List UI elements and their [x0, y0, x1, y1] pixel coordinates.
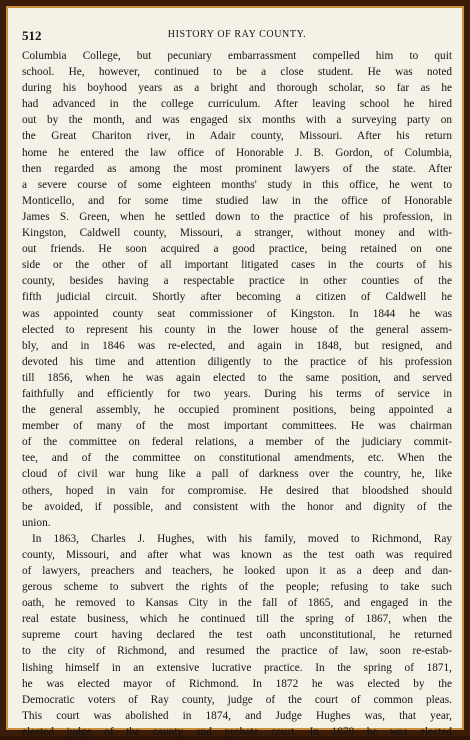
text-line: Kingston, Caldwell county, Missouri, a stranger, without money and with- [22, 227, 452, 240]
text-line: union. [22, 516, 51, 529]
paragraph [22, 48, 452, 531]
text-line: to the city of Richmond, and resumed the practice of law, soon re-estab- [22, 645, 452, 658]
text-line: Democratic voters of Ray county, judge of the court of common pleas. [22, 693, 452, 706]
text-line: gerous scheme to subvert the rights of the people; refusing to take such [22, 581, 452, 594]
text-line: devoted his time and attention diligently to the practice of his profession [22, 355, 452, 368]
text-line: cloud of civil war hung like a pall of darkness over the country, he, like [22, 468, 452, 481]
running-head: HISTORY OF RAY COUNTY. [167, 29, 307, 40]
text-line: supreme court having declared the test oath unconstitutional, he returned [22, 629, 452, 642]
text-line: during his boyhood years as a bright and thorough scholar, so far as he [22, 82, 452, 95]
text-line: of the committee on federal relations, a member of the judiciary commit- [22, 436, 452, 449]
text-line: of lawyers, preachers and teachers, he looked upon it as a deep and dan- [22, 565, 452, 577]
text-line: be avoided, if possible, and consistent with the honor and dignity of the [22, 500, 452, 513]
text-line: home he entered the law office of Honorable J. B. Gordon, of Columbia, [22, 146, 452, 159]
text-line: elected to represent his county in the lower house of the general assem- [22, 323, 452, 336]
text-line: In 1863, Charles J. Hughes, with his family, moved to Richmond, Ray [32, 532, 452, 545]
text-line: tee, and of the committee on constitutional amendments, etc. When the [22, 452, 452, 465]
text-line: the general assembly, he occupied prominent positions, being appointed a [22, 404, 452, 417]
text-line: till 1856, when he was again elected to the same position, and served [22, 371, 452, 384]
page-number: 512 [22, 28, 42, 43]
text-line: others, hoped in vain for compromise. He desired that bloodshed should [22, 484, 452, 497]
text-line: side or the other of all important litigated cases in the courts of his [22, 259, 452, 272]
text-line: lishing himself in an extensive lucrative practice. In the spring of 1871, [22, 661, 452, 674]
text-line: member of many of the most important committees. He was chairman [22, 420, 452, 433]
paragraph [22, 531, 452, 740]
text-line: county, Missouri, and after what was known as the test oath was required [22, 548, 452, 561]
text-line: was appointed county seat commissioner of Kingston. In 1844 he was [22, 307, 452, 320]
text-line: out by the month, and was engaged six months with a surveying party on [22, 114, 452, 127]
text-line: the Great Chariton river, in Adair county, Missouri. After his return [22, 130, 452, 143]
text-line: school. He, however, continued to be a close student. He was noted [22, 66, 452, 79]
text-line: real estate business, which he continued till the spring of 1867, when the [22, 613, 452, 626]
text-line: then regarded as among the most prominent lawyers of the state. After [22, 162, 452, 175]
text-line: elected judge of the county and probate court. In 1878 he was elected [22, 725, 452, 738]
text-line: fifth judicial circuit. Shortly after becoming a citizen of Caldwell he [22, 291, 452, 304]
text-line: bly, and in 1846 was re-elected, and again in 1848, but resigned, and [22, 339, 452, 352]
book-page [22, 28, 452, 738]
text-line: oath, he removed to Kansas City in the fall of 1865, and engaged in the [22, 597, 452, 610]
text-line: Columbia College, but pecuniary embarrassment compelled him to quit [22, 50, 452, 62]
text-line: county, besides having a respectable practice in other counties of the [22, 275, 452, 288]
page-border [6, 6, 464, 738]
text-line: a severe course of some eighteen months' study in this office, he went to [22, 178, 452, 191]
page-header [22, 28, 452, 46]
text-line: faithfully and efficiently for two years. During his terms of service in [22, 387, 452, 400]
text-line: James S. Green, when he settled down to the practice of his profession, in [22, 210, 452, 223]
text-line: had advanced in the college curriculum. After leaving school he hired [22, 98, 452, 111]
text-line: Monticello, and for some time studied law in the office of Honorable [22, 194, 452, 207]
text-line: This court was abolished in 1874, and Judge Hughes was, that year, [22, 709, 452, 722]
text-line: he was elected mayor of Richmond. In 1872 he was elected by the [22, 677, 452, 690]
text-line: out friends. He soon acquired a good practice, being retained on one [22, 243, 452, 256]
body-text [22, 48, 452, 740]
